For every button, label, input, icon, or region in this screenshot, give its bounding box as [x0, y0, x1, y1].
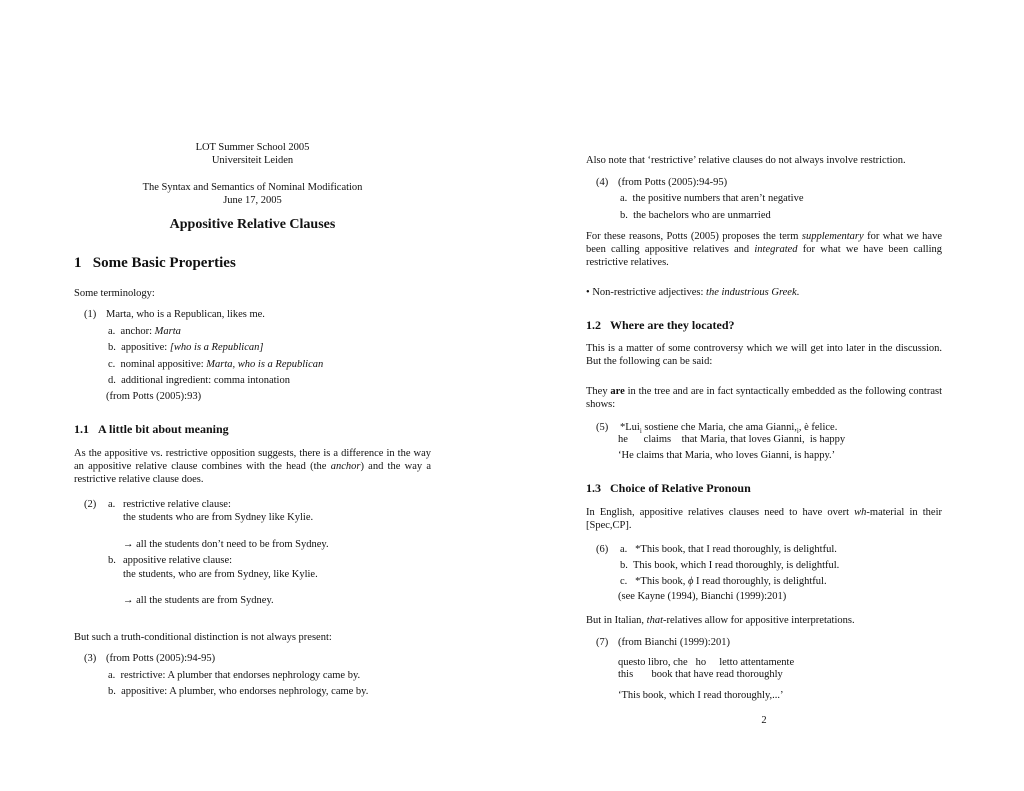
example-1-number: (1)	[84, 309, 97, 320]
italic-text: supplementary	[801, 231, 864, 242]
label: b.	[620, 560, 628, 571]
text: in the tree and are in fact syntactically embedded as the following contrast shows:	[586, 386, 942, 410]
example-1b	[108, 341, 263, 354]
paragraph-intro: Also note that ‘restrictive’ relative clauses do not always involve restriction.	[586, 155, 906, 166]
example-1d	[108, 374, 290, 387]
example-5-number: (5)	[596, 422, 609, 433]
text: As the appositive vs. restrictive opposition suggests, there is a difference in the way an appositive relative clause combines with the head (the	[74, 448, 431, 472]
section-number: 1.2	[586, 318, 601, 332]
text: for what we have been calling restrictive relatives.	[586, 244, 942, 268]
italic-text: Marta	[154, 326, 181, 337]
example-3b	[108, 685, 368, 698]
text: They	[586, 386, 611, 397]
example-4a	[620, 192, 804, 205]
text: the positive numbers that aren’t negative	[632, 193, 804, 204]
example-2a-line2: the students who are from Sydney like Kylie.	[123, 512, 314, 523]
header-school: LOT Summer School 2005	[195, 142, 310, 153]
example-6b	[620, 559, 839, 572]
text: In English, appositive relatives clauses need to have overt	[586, 507, 855, 518]
course-title: The Syntax and Semantics of Nominal Modification	[142, 182, 363, 193]
bullet-item	[586, 286, 799, 299]
text: the bachelors who are unmarried	[633, 210, 771, 221]
text: I read thoroughly, is delightful.	[693, 576, 827, 587]
paragraph-italian	[586, 614, 855, 627]
section-title: A little bit about meaning	[98, 422, 229, 436]
text: appositive:	[121, 342, 170, 353]
example-3-source: (from Potts (2005):94-95)	[106, 653, 216, 664]
section-1-1-heading	[74, 423, 229, 436]
date: June 17, 2005	[223, 195, 282, 206]
section-1-2-heading	[586, 319, 735, 332]
text: for what we have been calling appositive relatives and	[586, 231, 942, 255]
italic-text: ϕ	[687, 576, 694, 587]
example-4-number: (4)	[596, 177, 609, 188]
text: But in Italian,	[586, 615, 647, 626]
text: ) and the way a restrictive relative clause does.	[74, 461, 431, 485]
text: This book, which I read thoroughly, is delightful.	[632, 560, 840, 571]
text: nominal appositive:	[120, 359, 207, 370]
label: a.	[620, 193, 628, 204]
label: b.	[108, 342, 116, 353]
label: c.	[620, 576, 628, 587]
bullet-icon: •	[586, 287, 590, 298]
italic-text: wh	[854, 507, 867, 518]
terminology-label: Some terminology:	[74, 288, 155, 299]
section-1-3-heading	[586, 482, 751, 495]
text: anchor:	[120, 326, 155, 337]
label: a.	[108, 670, 116, 681]
example-1c	[108, 358, 323, 371]
paragraph-embedded	[586, 385, 942, 411]
section-1-heading	[74, 257, 236, 270]
paragraph-terms	[586, 230, 942, 269]
example-6a	[620, 543, 837, 556]
example-2b-implication: → all the students are from Sydney.	[123, 595, 274, 606]
example-7-translation: ‘This book, which I read thoroughly,...’	[618, 690, 784, 701]
text: *This book, that I read thoroughly, is delightful.	[635, 544, 837, 555]
text: -relatives allow for appositive interpretations.	[663, 615, 855, 626]
example-2-number: (2)	[84, 499, 97, 510]
header-university: Universiteit Leiden	[211, 155, 294, 166]
section-title: Choice of Relative Pronoun	[610, 481, 751, 495]
text: , è felice.	[798, 422, 838, 433]
example-2a-label: a.	[108, 499, 116, 510]
bold-text: are	[610, 386, 625, 397]
example-3a	[108, 669, 360, 682]
label: c.	[108, 359, 116, 370]
example-2a-implication: → all the students don’t need to be from Sydney.	[123, 539, 329, 550]
paragraph-controversy: This is a matter of some controversy which we will get into later in the discussion. But the following can be said:	[586, 343, 942, 367]
index: i	[796, 427, 799, 436]
example-1-main: Marta, who is a Republican, likes me.	[106, 309, 265, 320]
italic-text: [who is a Republican]	[169, 342, 264, 353]
example-5-gloss: he claims that Maria, that loves Gianni, is happy	[618, 434, 846, 445]
text: appositive: A plumber, who endorses nephrology, came by.	[121, 686, 369, 697]
example-2b-label: b.	[108, 555, 116, 566]
paragraph-english-wh	[586, 506, 942, 532]
text: For these reasons, Potts (2005) proposes the term	[586, 231, 802, 242]
text: Non-restrictive adjectives:	[592, 287, 707, 298]
italic-text: Marta, who is a Republican	[206, 359, 324, 370]
label: d.	[108, 375, 116, 386]
example-6-number: (6)	[596, 544, 609, 555]
page-number: 2	[761, 715, 767, 726]
label: a.	[620, 544, 628, 555]
page-title: Appositive Relative Clauses	[169, 217, 336, 232]
example-5-translation: ‘He claims that Maria, who loves Gianni, is happy.’	[618, 450, 836, 461]
label: b.	[620, 210, 628, 221]
example-4b	[620, 209, 771, 222]
example-6-source: (see Kayne (1994), Bianchi (1999):201)	[618, 591, 787, 602]
example-1-source: (from Potts (2005):93)	[106, 391, 202, 402]
text: *This book,	[635, 576, 688, 587]
paragraph-meaning	[74, 447, 431, 486]
text: *Lui	[620, 422, 640, 433]
example-7-gloss: this book that have read thoroughly	[618, 669, 783, 680]
label: a.	[108, 326, 116, 337]
section-title: Some Basic Properties	[92, 255, 236, 271]
example-2a-line1: restrictive relative clause:	[123, 499, 231, 510]
label: b.	[108, 686, 116, 697]
example-7-number: (7)	[596, 637, 609, 648]
italic-text: anchor	[330, 461, 361, 472]
example-1a	[108, 325, 181, 338]
text: -material in their [Spec,CP].	[586, 507, 942, 531]
example-4-source: (from Potts (2005):94-95)	[618, 177, 728, 188]
italic-text: the industrious Greek	[706, 287, 797, 298]
example-6c	[620, 575, 827, 588]
text: sostiene che Maria, che ama Gianni,	[641, 422, 797, 433]
italic-text: integrated	[754, 244, 798, 255]
paragraph-distinction: But such a truth-conditional distinction is not always present:	[74, 632, 332, 643]
section-number: 1	[74, 255, 82, 271]
section-title: Where are they located?	[610, 318, 735, 332]
text: .	[796, 287, 800, 298]
example-2b-line2: the students, who are from Sydney, like Kylie.	[123, 569, 318, 580]
example-7-source: (from Bianchi (1999):201)	[618, 637, 730, 648]
index: i	[639, 427, 642, 436]
section-number: 1.1	[74, 422, 89, 436]
example-7-sentence: questo libro, che ho letto attentamente	[618, 657, 795, 668]
example-3-number: (3)	[84, 653, 97, 664]
text: additional ingredient: comma intonation	[121, 375, 290, 386]
example-2b-line1: appositive relative clause:	[123, 555, 233, 566]
section-number: 1.3	[586, 481, 601, 495]
text: restrictive: A plumber that endorses nephrology came by.	[120, 670, 361, 681]
italic-text: that	[646, 615, 664, 626]
